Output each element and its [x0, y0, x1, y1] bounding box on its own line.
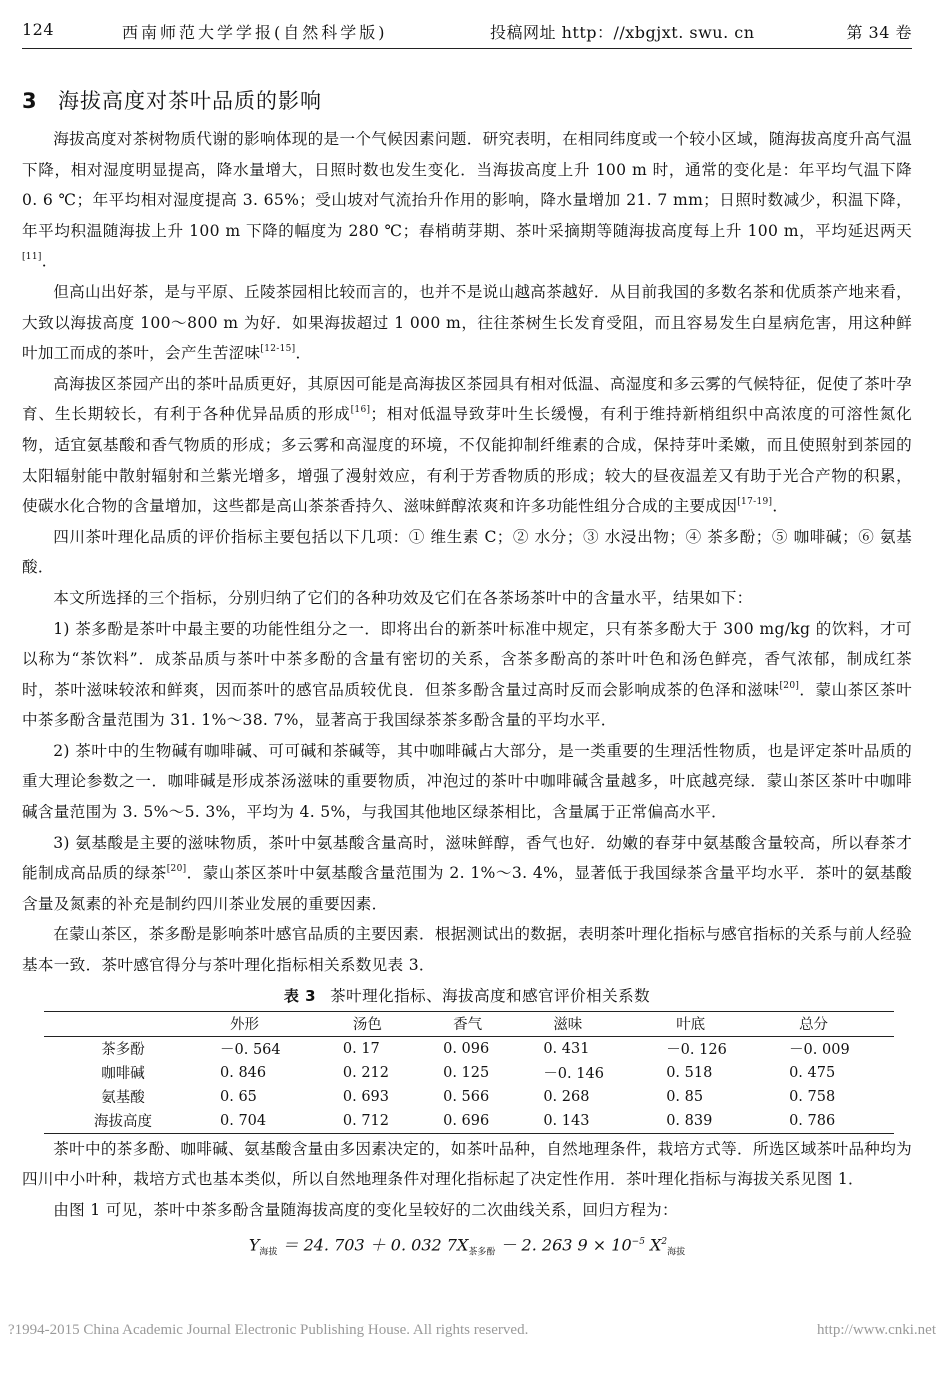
- paragraph-text: 茶叶中的茶多酚、咖啡碱、氨基酸含量由多因素决定的，如茶叶品种，自然地理条件，栽培方式等．所选区域茶叶品种均为四川中小叶种，栽培方式也基本类似，所以自然地理条件对理化指标起了决定性作用．茶叶理化指标与海拔关系见图 1．: [22, 1139, 912, 1189]
- cnki-link[interactable]: http://www.cnki.net: [816, 1322, 936, 1338]
- row-label: 茶多酚: [101, 1042, 145, 1059]
- table-cell: －0. 009: [789, 1042, 850, 1059]
- paragraph-text: 2) 茶叶中的生物碱有咖啡碱、可可碱和茶碱等，其中咖啡碱占大部分，是一类重要的生理活性物质，也是评定茶叶品质的重大理论参数之一．咖啡碱是形成茶汤滋味的重要物质，冲泡过的茶叶中咖啡碱含量越多，叶底越亮绿．蒙山茶区茶叶中咖啡碱含量范围为 3. 5%～5. 3%，平均为 4. 5%，与我国其他地区绿茶相比，含量属于正常偏高水平．: [22, 741, 912, 822]
- row-label: 氨基酸: [101, 1090, 145, 1107]
- table-cell: －0. 564: [220, 1042, 281, 1059]
- paragraph: [22, 277, 912, 369]
- table-header-cell: 汤色: [352, 1017, 382, 1034]
- table-cell: 0. 566: [443, 1088, 490, 1105]
- volume-number: 第 34 卷: [846, 23, 912, 42]
- equation-x2-power: 2: [661, 1237, 668, 1248]
- row-label: 咖啡碱: [101, 1066, 145, 1083]
- table-header-cell: 叶底: [676, 1017, 706, 1034]
- table-cell: 0. 17: [342, 1040, 380, 1057]
- page-number: 124: [22, 20, 55, 39]
- table-header-row: [44, 1011, 894, 1036]
- equation-y-subscript: 海拔: [259, 1247, 278, 1258]
- equation-x2: X: [644, 1235, 662, 1255]
- paragraph-text: 由图 1 可见，茶叶中茶多酚含量随海拔高度的变化呈较好的二次曲线关系，回归方程为：: [53, 1200, 678, 1219]
- table-cell: 0. 431: [543, 1040, 590, 1057]
- paragraph: [22, 736, 912, 828]
- paragraph-text: ．: [41, 252, 58, 271]
- table-header-cell: 滋味: [553, 1017, 583, 1034]
- table-cell: 0. 096: [443, 1040, 490, 1057]
- table-cell: －0. 146: [543, 1066, 604, 1083]
- equation-x2-subscript: 海拔: [667, 1247, 686, 1258]
- table-row: [44, 1085, 894, 1109]
- paragraph-text: 海拔高度对茶树物质代谢的影响体现的是一个气候因素问题．研究表明，在相同纬度或一个较小区域，随海拔高度升高气温下降，相对湿度明显提高，降水量增大，日照时数也发生变化．当海拔高度上升 100 m 时，通常的变化是：年平均气温下降 0. 6 ℃；年平均相对湿度提高 3. 65%；受山坡对气流抬升作用的影响，降水量增加 21. 7 mm；日照时数减少，积温下降，年平均积温随海拔上升 100 m 下降的幅度为 280 ℃；春梢萌芽期、茶叶采摘期等随海拔高度每上升 100 m，平均延迟两天: [22, 130, 912, 240]
- paragraph-text: ．: [772, 497, 789, 516]
- paragraph: [22, 522, 912, 583]
- section-number: 3: [22, 89, 38, 113]
- table-cell: 0. 704: [220, 1112, 267, 1129]
- table-cell: 0. 143: [543, 1112, 590, 1129]
- paragraph: [22, 828, 912, 920]
- citation: [16]: [350, 405, 371, 416]
- table-title: 茶叶理化指标、海拔高度和感官评价相关系数: [330, 986, 651, 1005]
- page-footer: [8, 1322, 936, 1348]
- citation: [11]: [22, 252, 42, 263]
- paragraph: [22, 919, 912, 980]
- table-cell: 0. 475: [789, 1064, 836, 1081]
- table-cell: 0. 85: [666, 1088, 704, 1105]
- table-row: [44, 1036, 894, 1061]
- submission-site: 投稿网址 http：//xbgjxt. swu. cn: [490, 23, 755, 42]
- section-title-text: 海拔高度对茶叶品质的影响: [58, 89, 322, 113]
- citation: [12-15]: [260, 344, 296, 355]
- table-header-cell: 香气: [453, 1017, 483, 1034]
- table-cell: 0. 693: [342, 1088, 389, 1105]
- paragraph: [22, 614, 912, 736]
- table-cell: 0. 696: [443, 1112, 490, 1129]
- paragraph: [22, 1134, 912, 1195]
- citation: [17-19]: [737, 497, 773, 508]
- paragraph-text: 在蒙山茶区，茶多酚是影响茶叶感官品质的主要因素．根据测试出的数据，表明茶叶理化指标与感官指标的关系与前人经验基本一致．茶叶感官得分与茶叶理化指标相关系数见表 3．: [22, 925, 912, 975]
- table-cell: 0. 212: [342, 1064, 389, 1081]
- paragraph: [22, 583, 912, 614]
- regression-equation: [22, 1227, 912, 1257]
- table-header-cell: [44, 1011, 202, 1036]
- paragraph: [22, 1195, 912, 1226]
- equation-term: ＝ 24. 703 ＋ 0. 032 7: [277, 1235, 457, 1255]
- page-header: [22, 14, 912, 49]
- table-caption: [22, 981, 912, 1011]
- table-cell: 0. 712: [342, 1112, 389, 1129]
- paragraph-text: ．蒙山茶区茶叶中氨基酸含量范围为 2. 1%～3. 4%，显著低于我国绿茶含量平均水平．茶叶的氨基酸含量及氮素的补充是制约四川茶业发展的重要因素．: [22, 864, 912, 913]
- row-label: 海拔高度: [94, 1114, 152, 1131]
- equation-x1-subscript: 茶多酚: [468, 1247, 496, 1258]
- table-label: 表 3: [283, 986, 317, 1005]
- table-cell: 0. 268: [543, 1088, 590, 1105]
- copyright-notice: ?1994-2015 China Academic Journal Electronic Publishing House. All rights reserved.: [8, 1322, 529, 1338]
- table-cell: 0. 846: [220, 1064, 267, 1081]
- paragraph-text: ．蒙山茶区茶叶中茶多酚含量范围为 31. 1%～38. 7%，显著高于我国绿茶茶多酚含量的平均水平．: [22, 680, 912, 730]
- table-cell: 0. 125: [443, 1064, 490, 1081]
- citation: [20]: [166, 864, 187, 875]
- table-cell: 0. 518: [666, 1064, 713, 1081]
- paragraph-text: ；相对低温导致芽叶生长缓慢，有利于维持新梢组织中高浓度的可溶性氮化物，适宜氨基酸和香气物质的形成；多云雾和高湿度的环境，不仅能抑制纤维素的合成，保持芽叶柔嫩，而且使照射到茶园的太阳辐射能中散射辐射和兰紫光增多，增强了漫射效应，有利于芳香物质的形成；较大的昼夜温差又有助于光合产物的积累，使碳水化合物的含量增加，这些都是高山茶茶香持久、滋味鲜醇浓爽和许多功能性组分合成的主要成因: [22, 405, 912, 516]
- equation-exponent: −5: [631, 1237, 645, 1248]
- paragraph-text: 高海拔区茶园产出的茶叶品质更好，其原因可能是高海拔区茶园具有相对低温、高湿度和多云雾的气候特征，促使了茶叶孕育、生长期较长，有利于各种优异品质的形成: [22, 374, 912, 424]
- table-cell: 0. 758: [789, 1088, 836, 1105]
- paragraph-text: 但高山出好茶，是与平原、丘陵茶园相比较而言的，也并不是说山越高茶越好．从目前我国的多数名茶和优质茶产地来看，大致以海拔高度 100～800 m 为好．如果海拔超过 1 000 m，往往茶树生长发育受阻，而且容易发生白星病危害，用这种鲜叶加工而成的茶叶，会产生苦涩味: [22, 282, 912, 363]
- table-header-cell: 外形: [230, 1017, 259, 1034]
- table-row: [44, 1061, 894, 1085]
- table-cell: 0. 839: [666, 1112, 713, 1129]
- table-cell: －0. 126: [666, 1042, 727, 1059]
- equation-x1: X: [456, 1235, 469, 1255]
- paragraph-text: 1) 茶多酚是茶叶中最主要的功能性组分之一．即将出台的新茶叶标准中规定，只有茶多酚大于 300 mg/kg 的饮料，才可以称为“茶饮料”．成茶品质与茶叶中茶多酚的含量有密切的关系，含茶多酚高的茶叶叶色和汤色鲜亮，香气浓郁，制成红茶时，茶叶滋味较浓和鲜爽，因而茶叶的感官品质较优良．但茶多酚含量过高时反而会影响成茶的色泽和滋味: [22, 619, 912, 699]
- citation: [20]: [779, 680, 800, 691]
- article-body: [22, 86, 912, 1257]
- paragraph: [22, 369, 912, 522]
- equation-y: Y: [248, 1235, 260, 1255]
- table-header-cell: 总分: [799, 1017, 829, 1034]
- equation-term: － 2. 263 9 × 10: [495, 1235, 632, 1255]
- journal-name: 西南师范大学学报(自然科学版): [122, 23, 388, 42]
- table-cell: 0. 65: [220, 1088, 257, 1105]
- paragraph-text: 四川茶叶理化品质的评价指标主要包括以下几项：① 维生素 C；② 水分；③ 水浸出物；④ 茶多酚；⑤ 咖啡碱；⑥ 氨基酸．: [22, 527, 912, 577]
- paragraph-text: ．: [295, 344, 312, 363]
- table-cell: 0. 786: [789, 1112, 836, 1129]
- paragraph-text: 本文所选择的三个指标，分别归纳了它们的各种功效及它们在各茶场茶叶中的含量水平，结果如下：: [53, 588, 753, 607]
- paragraph-text: 3) 氨基酸是主要的滋味物质，茶叶中氨基酸含量高时，滋味鲜醇，香气也好．幼嫩的春芽中氨基酸含量较高，所以春茶才能制成高品质的绿茶: [22, 833, 912, 883]
- correlation-table: [44, 1011, 894, 1134]
- section-heading: [22, 86, 912, 116]
- table-row: [44, 1109, 894, 1134]
- paragraph: [22, 124, 912, 277]
